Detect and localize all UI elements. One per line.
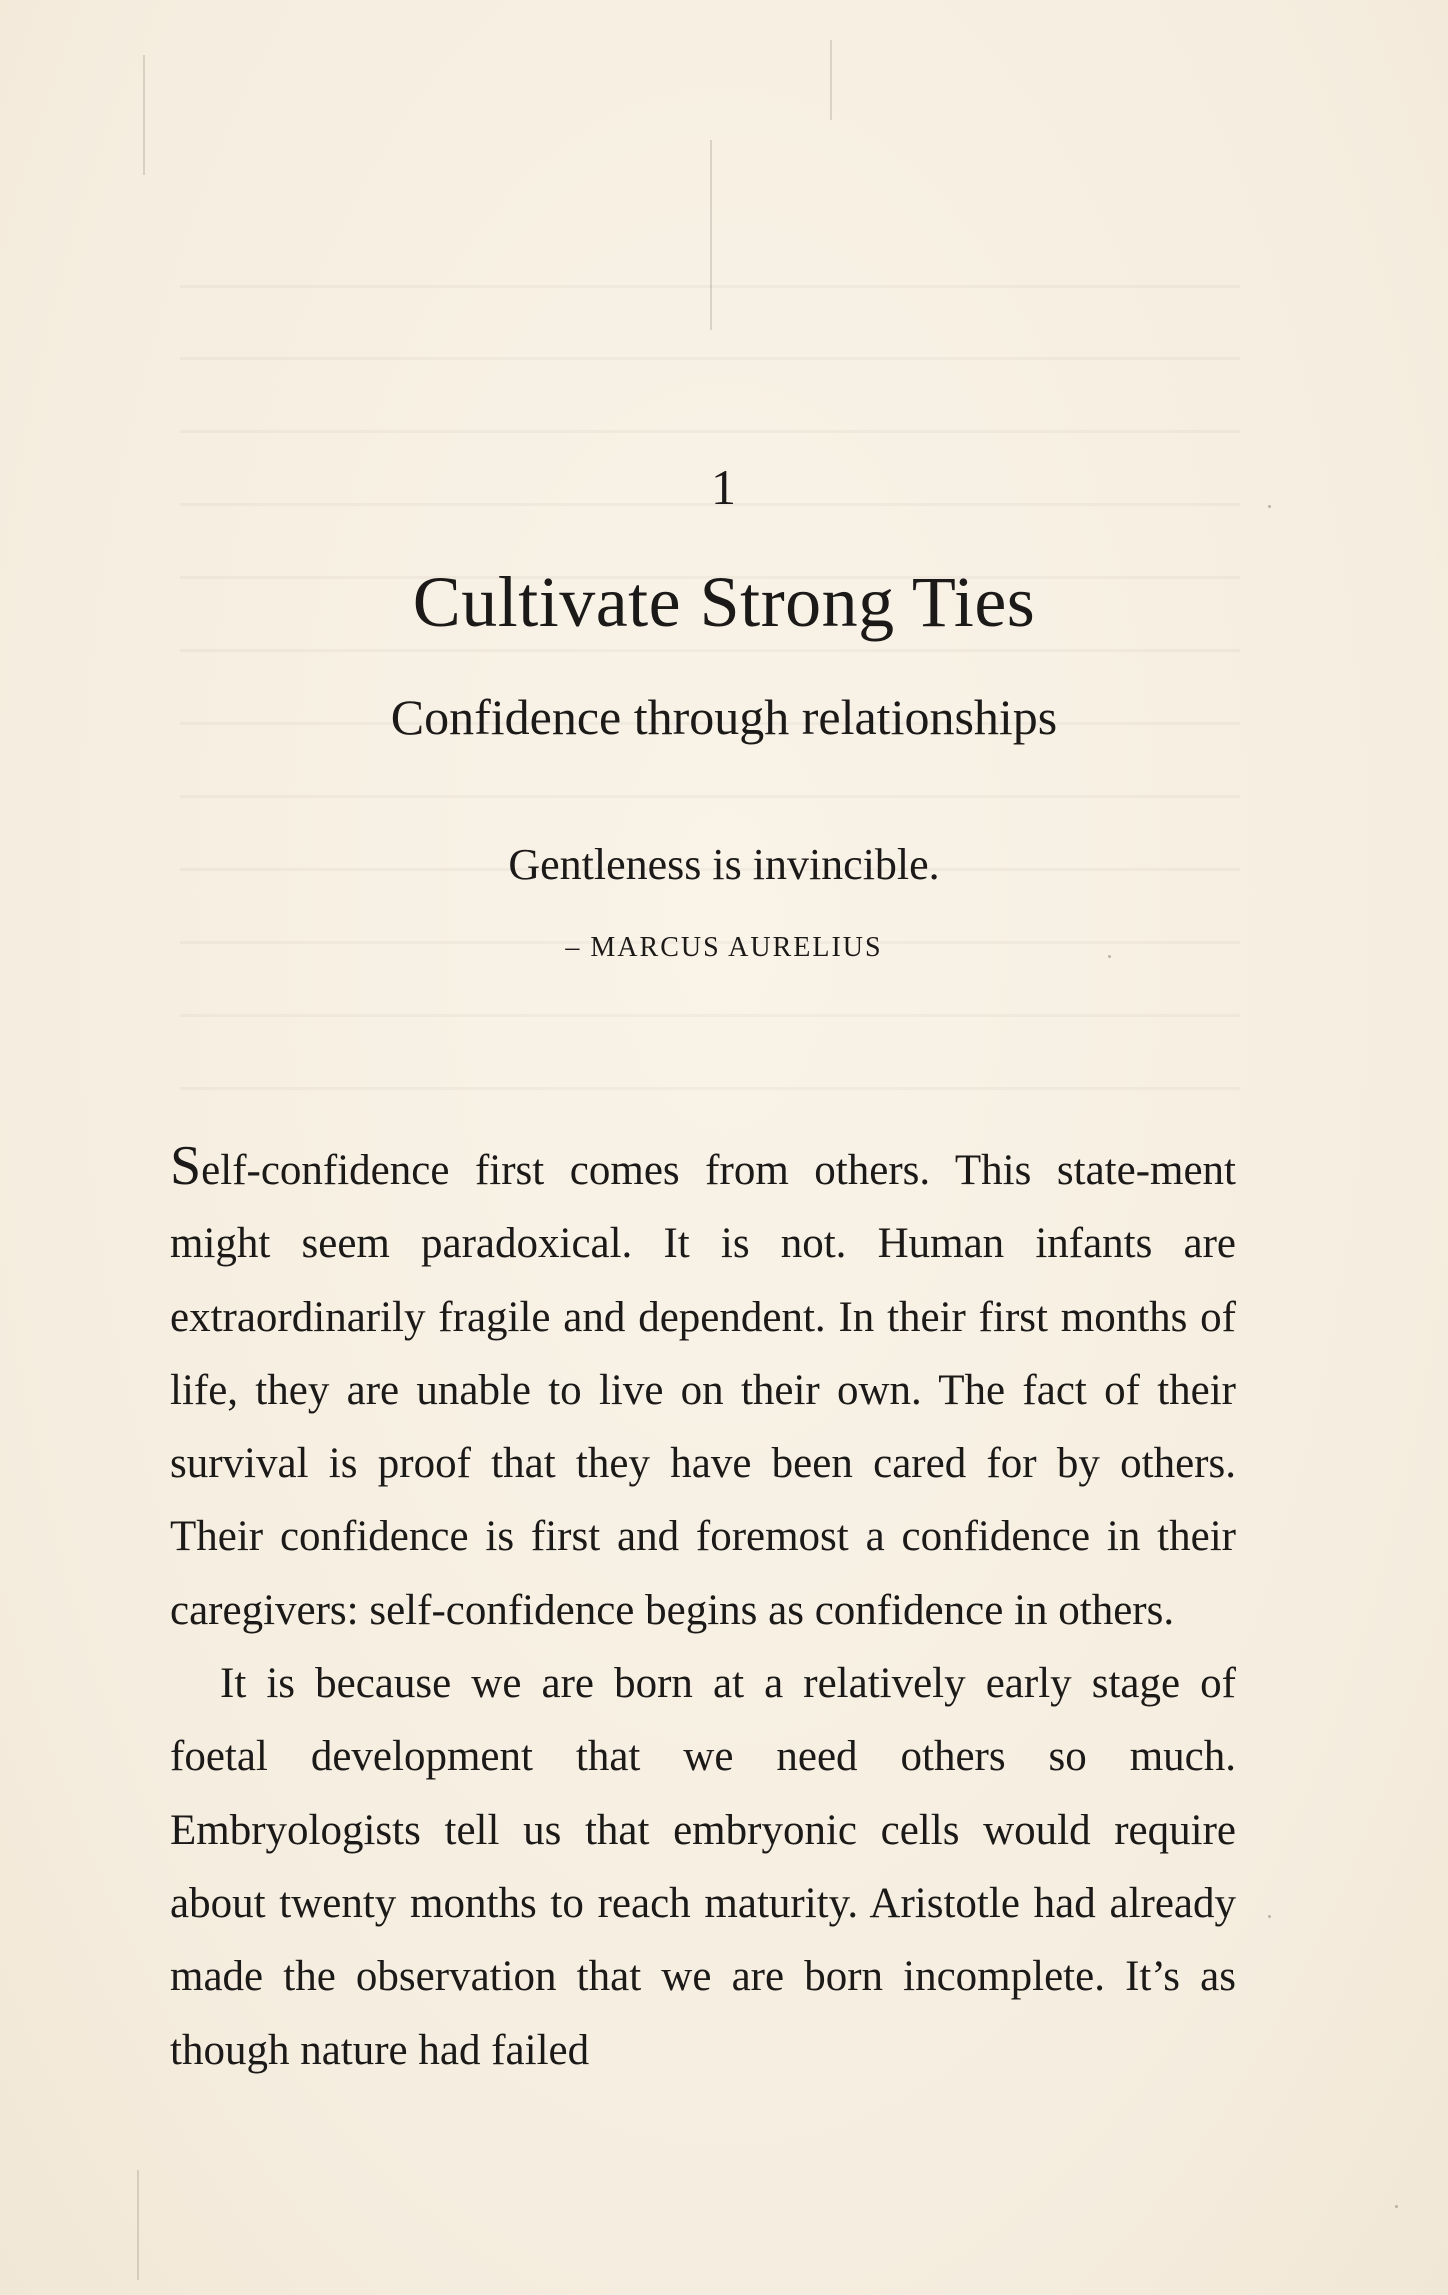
speck xyxy=(1268,1915,1271,1918)
paragraph xyxy=(170,1130,1236,1647)
scan-mark xyxy=(143,55,145,175)
speck xyxy=(1395,2205,1398,2208)
drop-initial: S xyxy=(170,1135,202,1197)
epigraph-author: – MARCUS AURELIUS xyxy=(565,932,883,963)
epigraph-quote: Gentleness is invincible. xyxy=(508,840,940,889)
chapter-title: Cultivate Strong Ties xyxy=(412,562,1036,642)
chapter-number: 1 xyxy=(711,459,737,515)
scan-mark xyxy=(830,40,832,120)
show-through-line xyxy=(180,1014,1240,1017)
show-through-line xyxy=(180,1087,1240,1090)
show-through-line xyxy=(180,649,1240,652)
scan-mark xyxy=(137,2170,139,2280)
show-through-line xyxy=(180,430,1240,433)
show-through-line xyxy=(180,357,1240,360)
paragraph: It is because we are born at a relatively early stage of foetal development that we need others so much. Embryologists tell us that embryonic cells would require about twenty months to reach maturity. Aristotle had already made the observation that we are born incomplete. It’s as though nature had failed xyxy=(170,1660,1236,2074)
body-text xyxy=(170,1130,1236,2087)
paragraph-text: elf-confidence first comes from others. This state-ment might seem paradoxical. It is not. Human infants are extraordinarily fragile and dependent. In their first months of life, they are unable to live on their own. The fact of their survival is proof that they have been cared for by others. Their confidence is first and foremost a confidence in their caregivers: self-confidence begins as confidence in others. xyxy=(170,1147,1236,1634)
scan-mark xyxy=(710,140,712,330)
chapter-subtitle: Confidence through relationships xyxy=(390,689,1058,745)
show-through-line xyxy=(180,795,1240,798)
